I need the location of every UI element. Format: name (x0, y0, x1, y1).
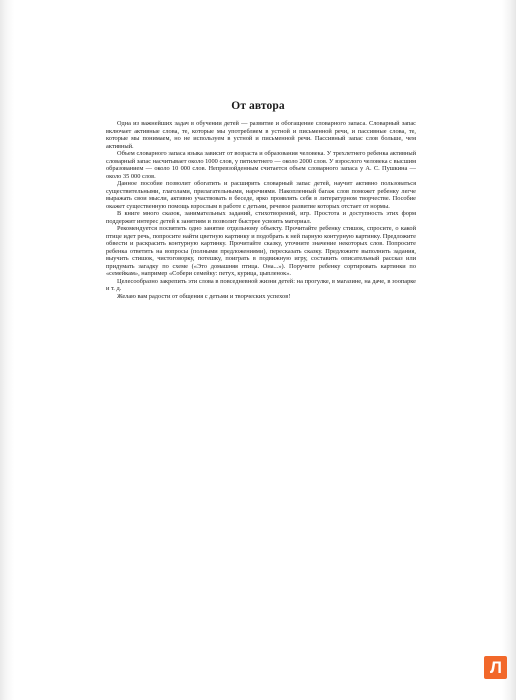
paragraph-3: Данное пособие позволит обогатить и расширить словарный запас детей, научит активно пользоваться существительными, глаголами, прилагательными, наречиями. Накопленный багаж слов поможет ребенку легче выражать свои мысли, активно участвовать в беседе, ярко проявлять себя в литературном творчестве. Пособие окажет существенную помощь взрослым в работе с детьми, речевое развитие которых отстает от нормы. (106, 180, 416, 210)
page-title: От автора (231, 100, 285, 112)
paragraph-4: В книге много сказок, занимательных заданий, стихотворений, игр. Простота и доступность этих форм поддержит интерес детей к занятиям и позволит быстрее усвоить материал. (106, 210, 416, 225)
paragraph-7: Желаю вам радости от общения с детьми и творческих успехов! (117, 292, 291, 300)
paragraph-1: Одна из важнейших задач в обучении детей — развитие и обогащение словарного запаса. Словарный запас включает активные слова, те, которые мы употребляем в устной и письменной речи, и пассивные слова, те, которые мы понимаем, но не используем в устной и письменной речи. Пассивный запас слов больше, чем активный. (106, 120, 416, 150)
labirint-logo-icon[interactable] (484, 656, 507, 679)
paragraph-5: Рекомендуется посвятить одно занятие отдельному объекту. Прочитайте ребенку стишок, спросите, о какой птице идет речь, попросите найти цветную картинку и подобрать к ней парную контурную картинку. Предложите обвести и раскрасить контурную картинку. Прочитайте сказку, уточните значение некоторых слов. Попросите ребенка ответить на вопросы (полными предложениями), пересказать сказку. Предложите выполнить задания, выучить стишок, чистоговорку, потешку, поиграть в подвижную игру, составить описательный рассказ или придумать загадку по схеме («Это домашняя птица. Она...»). Поручите ребенку сортировать картинки по «семейкам», например «Собери семейку: петух, курица, цыпленок». (106, 225, 416, 277)
body-text (106, 120, 416, 300)
logo-letter: Л (490, 658, 502, 677)
paragraph-6: Целесообразно закрепить эти слова в повседневной жизни детей: на прогулке, в магазине, на даче, в зоопарке и т. д. (106, 277, 416, 292)
paragraph-2: Объем словарного запаса языка зависит от возраста и образования человека. У трехлетнего ребенка активный словарный запас насчитывает около 1000 слов, у пятилетнего — около 2000 слов. У взрослого человека с высшим образованием — около 10 000 слов. Непревзойденным считается объем словарного запаса у А. С. Пушкина — около 35 000 слов. (106, 150, 416, 180)
